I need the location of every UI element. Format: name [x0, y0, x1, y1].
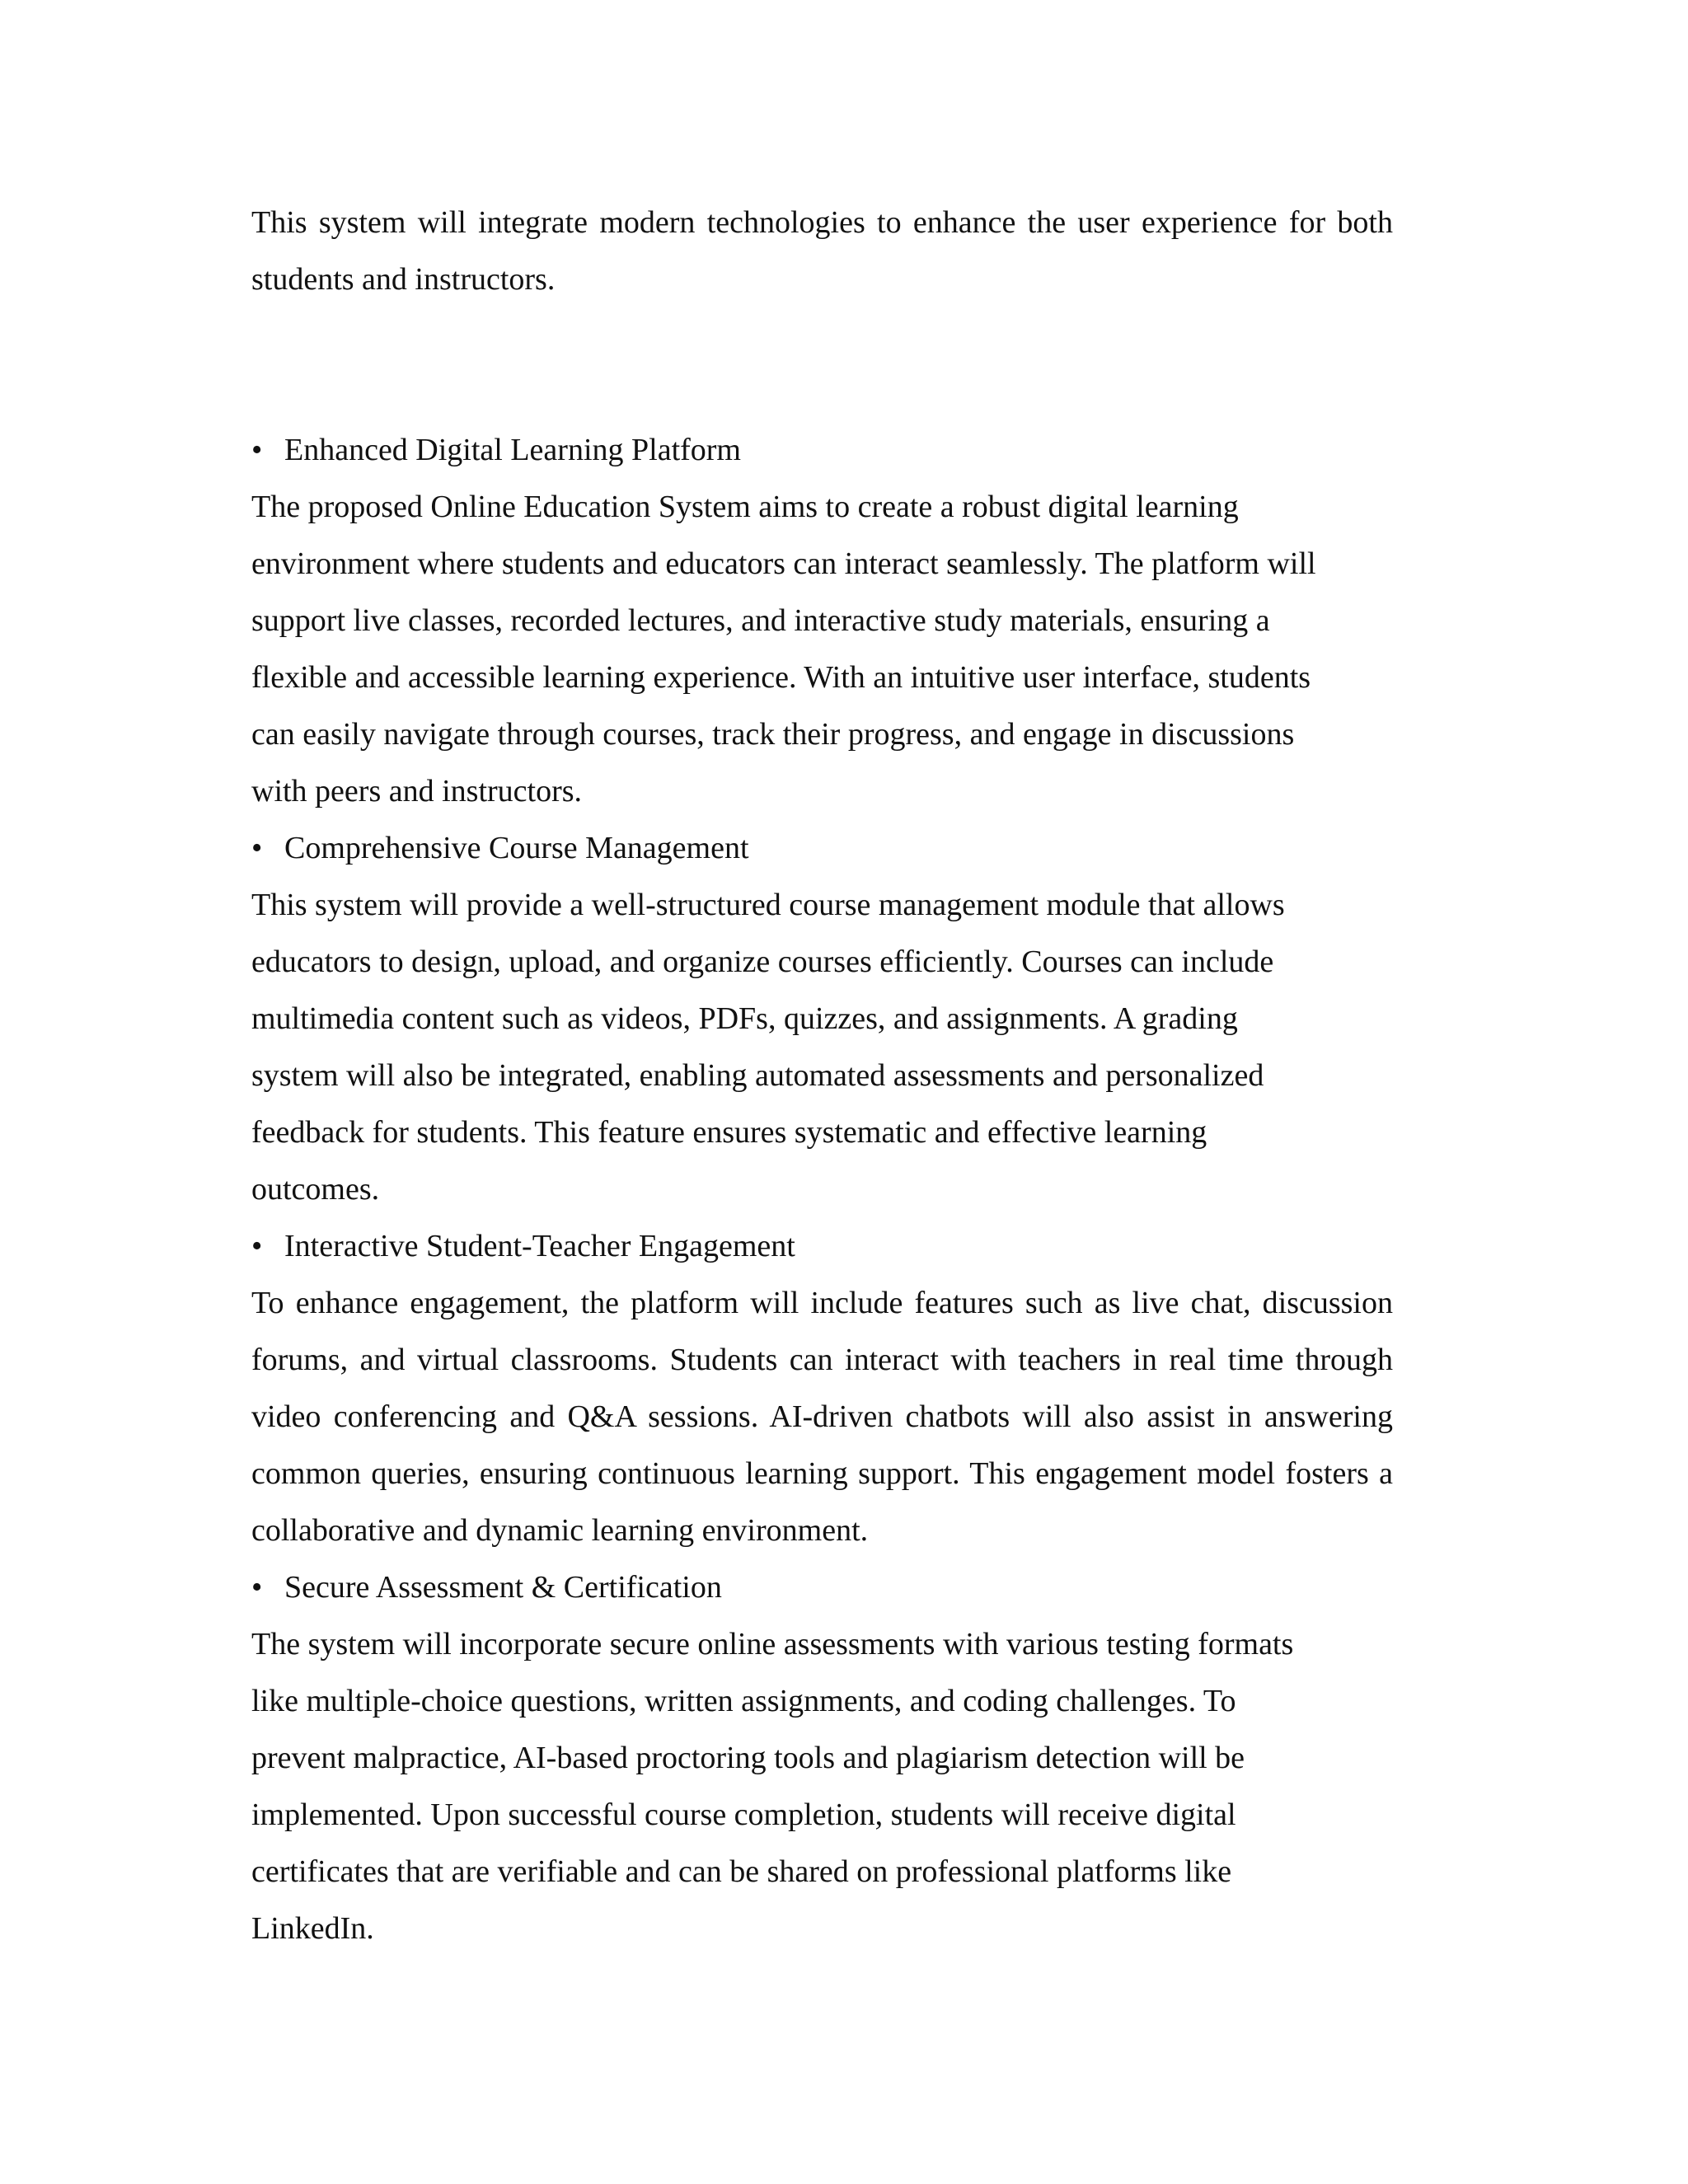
body-line: certificates that are verifiable and can be shared on professional platforms like [251, 1854, 1232, 1889]
section-secure-assessment-certification [251, 1559, 1393, 1957]
bullet-icon: • [251, 433, 263, 467]
intro-paragraph: This system will integrate modern technologies to enhance the user experience for both students and instructors. [251, 205, 1393, 297]
section-heading-text: Comprehensive Course Management [284, 831, 749, 865]
section-heading [251, 820, 1393, 877]
document-body [251, 194, 1393, 1957]
body-line: implemented. Upon successful course completion, students will receive digital [251, 1797, 1236, 1832]
body-line: The system will incorporate secure online assessments with various testing formats [251, 1627, 1294, 1661]
body-line: feedback for students. This feature ensures systematic and effective learning [251, 1115, 1207, 1150]
body-line: flexible and accessible learning experience. With an intuitive user interface, students [251, 660, 1311, 695]
section-heading-text: Interactive Student-Teacher Engagement [284, 1229, 795, 1263]
section-body [251, 479, 1393, 820]
body-line: support live classes, recorded lectures, and interactive study materials, ensuring a [251, 603, 1270, 638]
bullet-icon: • [251, 831, 263, 865]
body-line: environment where students and educators can interact seamlessly. The platform will [251, 546, 1316, 581]
body-line: The proposed Online Education System aims to create a robust digital learning [251, 490, 1239, 524]
section-heading [251, 422, 1393, 479]
body-line: system will also be integrated, enabling automated assessments and personalized [251, 1058, 1264, 1093]
section-body [251, 877, 1393, 1218]
section-comprehensive-course-management [251, 820, 1393, 1218]
body-line: multimedia content such as videos, PDFs, quizzes, and assignments. A grading [251, 1001, 1238, 1036]
section-interactive-student-teacher-engagement [251, 1218, 1393, 1559]
bullet-icon: • [251, 1570, 263, 1605]
section-enhanced-digital-learning-platform [251, 422, 1393, 820]
body-line: prevent malpractice, AI-based proctoring tools and plagiarism detection will be [251, 1741, 1245, 1775]
body-line: This system will provide a well-structured course management module that allows [251, 888, 1285, 922]
body-line: like multiple-choice questions, written assignments, and coding challenges. To [251, 1684, 1236, 1718]
bullet-icon: • [251, 1229, 263, 1263]
section-body [251, 1616, 1393, 1957]
body-line: can easily navigate through courses, track their progress, and engage in discussions [251, 717, 1295, 752]
section-heading-text: Enhanced Digital Learning Platform [284, 433, 741, 467]
body-line: LinkedIn. [251, 1911, 374, 1946]
section-heading [251, 1218, 1393, 1275]
section-body: To enhance engagement, the platform will include features such as live chat, discussion forums, and virtual classrooms. Students can interact with teachers in real time through video conferencing and Q&A sessions. AI-driven chatbots will also assist in answering common queries, ensuring continuous learning support. This engagement model fosters a collaborative and dynamic learning environment. [251, 1286, 1393, 1548]
section-heading [251, 1559, 1393, 1616]
section-heading-text: Secure Assessment & Certification [284, 1570, 722, 1605]
body-line: outcomes. [251, 1172, 380, 1207]
body-line: educators to design, upload, and organize courses efficiently. Courses can include [251, 944, 1274, 979]
body-line: with peers and instructors. [251, 774, 583, 808]
